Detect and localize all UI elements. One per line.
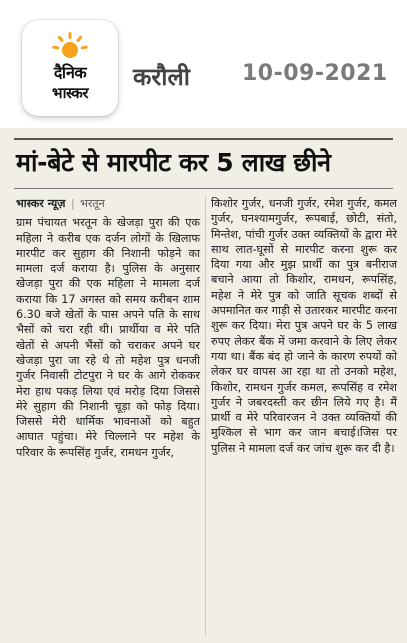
logo-line-2: भास्कर — [52, 84, 88, 102]
byline-place: भरतून — [80, 197, 105, 210]
edition-date: 10-09-2021 — [242, 61, 388, 86]
top-rule — [14, 138, 393, 140]
logo-line-1: दैनिक — [53, 63, 87, 82]
news-clipping — [0, 128, 407, 643]
byline — [16, 196, 200, 211]
byline-separator: | — [70, 197, 75, 210]
edition-city: करौली — [133, 63, 190, 91]
article-column-left — [16, 196, 200, 460]
article-body-right: किशोर गुर्जर, धनजी गुर्जर, रमेश गुर्जर, कमल गुर्जर, घनश्यामगुर्जर, रूपबाई, छोटी, संतो, मिन्तेश, पांची गुर्जर उक्त व्यक्तियों के द्वारा मेरे साथ लात-घूसों से मारपीट करना शुरू कर दिया गया और मुझ प्रार्थी का पुत्र बनीराज बचाने आया तो किशोर, रामधन, रूपसिंह, महेश ने मेरे पुत्र को जाति सूचक शब्दों से अपमानित कर गाड़ी से उतारकर मारपीट करना शुरू कर दिया। मेरा पुत्र अपने घर के 5 लाख रुपए लेकर बैंक में जमा करवाने के लिए लेकर गया था। बैंक बंद हो जाने के कारण रुपयों को लेकर घर वापस आ रहा था तो उनको महेश, किशोर, रामधन गुर्जर कमल, रूपसिंह व रमेश गुर्जर ने जबरदस्ती कर छीन लिये गए है। मैं प्रार्थी व मेरे परिवारजन ने उक्त व्यक्तियों की मुश्किल से भाग कर जान बचाई।जिस पर पुलिस ने मामला दर्ज कर जांच शुरू कर दी है। — [211, 197, 397, 455]
dainik-bhaskar-logo — [22, 20, 118, 116]
column-divider — [205, 196, 206, 636]
article-column-right — [211, 196, 397, 456]
header — [0, 0, 407, 128]
article-body-left: ग्राम पंचायत भरतून के खेजड़ा पुरा की एक महिला ने करीब एक दर्जन लोगों के खिलाफ मारपीट कर सुहाग की निशानी फोड़ने का मामला दर्ज कराया है। पुलिस के अनुसार खेजड़ा पुरा की एक महिला ने मामला दर्ज कराया कि 17 अगस्त को समय करीबन शाम 6.30 बजे खेतों के पास अपने पति के साथ भैसों को चरा रही थी। प्रार्थीया व मेरे पति खेतों से अपनी भैंसों को चराकर अपने घर खेजड़ा पुरा जा रहे थे तो महेश पुत्र धनजी गुर्जर निवासी टोटपुरा ने घर के आगे रोककर मेरा हाथ पकड़ लिया एवं मरोड़ दिया जिससे मेरे सुहाग की निशानी चूड़ा को फोड़ दिया। जिससे मेरी धार्मिक भावनाओं को बहुत आघात पहुंचा। मेरे चिल्लाने पर महेश के परिवार के रूपसिंह गुर्जर, रामधन गुर्जर, — [16, 216, 200, 459]
headline-rule — [14, 188, 393, 189]
article-headline: मां-बेटे से मारपीट कर 5 लाख छीने — [16, 148, 331, 177]
byline-paper: भास्कर न्यूज़ — [16, 197, 66, 210]
